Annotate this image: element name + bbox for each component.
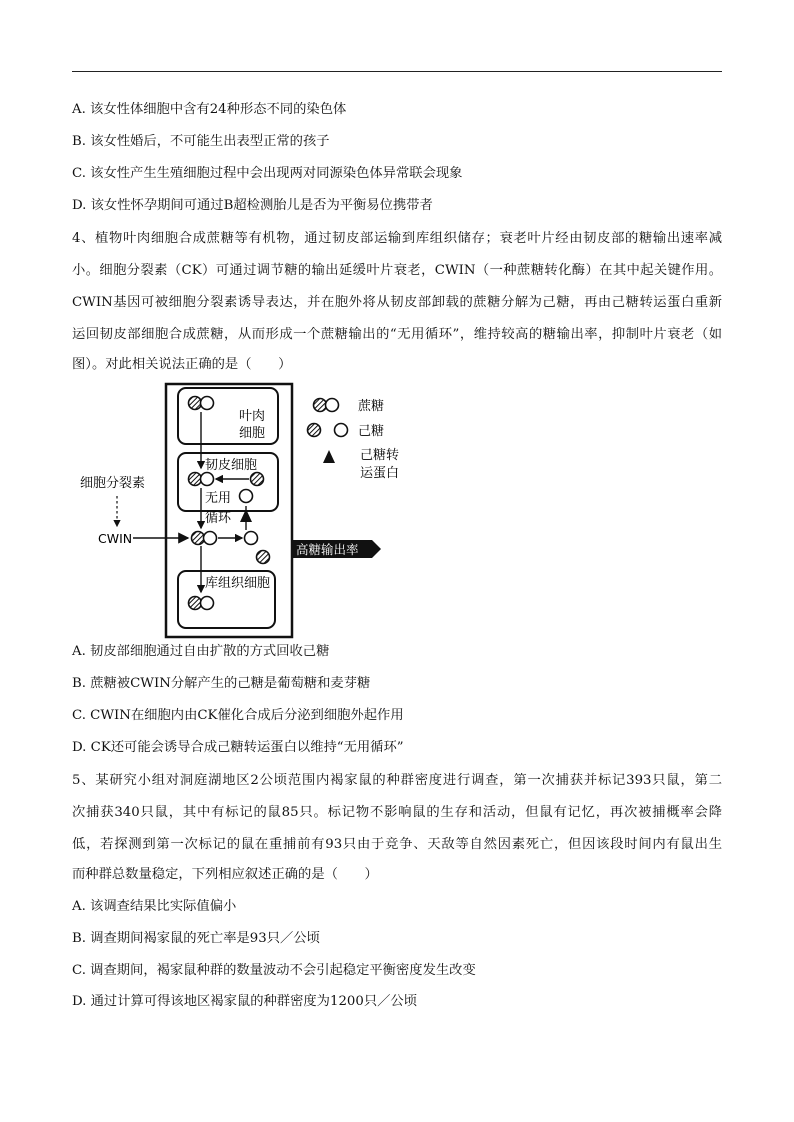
legend-hexose-label: 己糖 <box>358 424 385 439</box>
legend-transporter-icon <box>323 450 335 463</box>
futile-cycle-label: 无用 <box>205 491 232 506</box>
legend-sucrose-hatched <box>314 399 327 412</box>
legend-transporter-label: 运蛋白 <box>360 466 400 481</box>
hexose-open <box>245 532 258 545</box>
hexose-open <box>240 490 253 503</box>
hexose-hatched <box>257 551 270 564</box>
output-tag-label: 高糖输出率 <box>296 542 359 557</box>
sucrose-hatched-half <box>189 597 202 610</box>
q4-option-b: B. 蔗糖被CWIN分解产生的己糖是葡萄糖和麦芽糖 <box>72 676 371 691</box>
sucrose-open-half <box>201 597 214 610</box>
q3-option-d: D. 该女性怀孕期间可通过B超检测胎儿是否为平衡易位携带者 <box>72 198 433 213</box>
q4-stem-line: CWIN基因可被细胞分裂素诱导表达，并在胞外将从韧皮部卸载的蔗糖分解为己糖，再由己糖转运蛋白重新 <box>72 295 722 310</box>
futile-cycle-label: 循环 <box>205 511 232 526</box>
q5-stem-line: 低，若探测到第一次标记的鼠在重捕前有93只由于竞争、天敌等自然因素死亡，但因该段时间内有鼠出生 <box>72 837 722 852</box>
sucrose-open-half <box>201 397 214 410</box>
mesophyll-label: 叶肉 <box>239 409 266 424</box>
header-rule <box>72 71 722 72</box>
mesophyll-label: 细胞 <box>239 426 266 441</box>
sucrose-hatched-half <box>189 473 202 486</box>
q4-option-a: A. 韧皮部细胞通过自由扩散的方式回收己糖 <box>72 644 330 659</box>
legend-hexose-open <box>335 424 348 437</box>
sink-cell-label: 库组织细胞 <box>205 576 271 591</box>
sucrose-open-half <box>201 473 214 486</box>
q3-option-c: C. 该女性产生生殖细胞过程中会出现两对同源染色体异常联会现象 <box>72 166 463 181</box>
hexose-hatched <box>251 473 264 486</box>
phloem-label: 韧皮细胞 <box>205 458 258 473</box>
cytokinin-label: 细胞分裂素 <box>80 476 146 491</box>
q5-option-b: B. 调查期间褐家鼠的死亡率是93只／公顷 <box>72 931 320 946</box>
q5-stem-line: 而种群总数量稳定，下列相应叙述正确的是（ ） <box>72 867 378 882</box>
q5-stem-line: 次捕获340只鼠，其中有标记的鼠85只。标记物不影响鼠的生存和活动，但鼠有记忆，再次被捕概率会降 <box>72 805 722 820</box>
q4-option-d: D. CK还可能会诱导合成己糖转运蛋白以维持“无用循环” <box>72 740 404 755</box>
sucrose-hatched-half <box>189 397 202 410</box>
q3-option-b: B. 该女性婚后，不可能生出表型正常的孩子 <box>72 134 330 149</box>
q5-option-c: C. 调查期间，褐家鼠种群的数量波动不会引起稳定平衡密度发生改变 <box>72 963 476 978</box>
q3-option-a: A. 该女性体细胞中含有24种形态不同的染色体 <box>72 102 347 117</box>
legend-sucrose-open <box>326 399 339 412</box>
sucrose-hatched-half <box>192 532 205 545</box>
q5-option-a: A. 该调查结果比实际值偏小 <box>72 899 237 914</box>
q4-option-c: C. CWIN在细胞内由CK催化合成后分泌到细胞外起作用 <box>72 708 404 723</box>
q5-option-d: D. 通过计算可得该地区褐家鼠的种群密度为1200只／公顷 <box>72 994 418 1009</box>
legend-hexose-hatched <box>308 424 321 437</box>
sucrose-open-half <box>204 532 217 545</box>
q5-stem-line: 5、某研究小组对洞庭湖地区2公顷范围内褐家鼠的种群密度进行调查，第一次捕获并标记393只鼠，第二 <box>72 773 722 788</box>
cwin-label: CWIN <box>98 531 133 546</box>
sugar-transport-diagram <box>0 380 794 640</box>
q4-stem-line: 运回韧皮部细胞合成蔗糖，从而形成一个蔗糖输出的“无用循环”，维持较高的糖输出率，抑制叶片衰老（如 <box>72 327 722 342</box>
q4-stem-line: 小。细胞分裂素（CK）可通过调节糖的输出延缓叶片衰老，CWIN（一种蔗糖转化酶）在其中起关键作用。 <box>72 263 722 278</box>
q4-stem-line: 图）。对此相关说法正确的是（ ） <box>72 357 292 372</box>
legend-sucrose-label: 蔗糖 <box>358 399 385 414</box>
q4-stem-line: 4、植物叶肉细胞合成蔗糖等有机物，通过韧皮部运输到库组织储存；衰老叶片经由韧皮部的糖输出速率减 <box>72 231 722 246</box>
legend-transporter-label: 己糖转 <box>360 448 400 463</box>
